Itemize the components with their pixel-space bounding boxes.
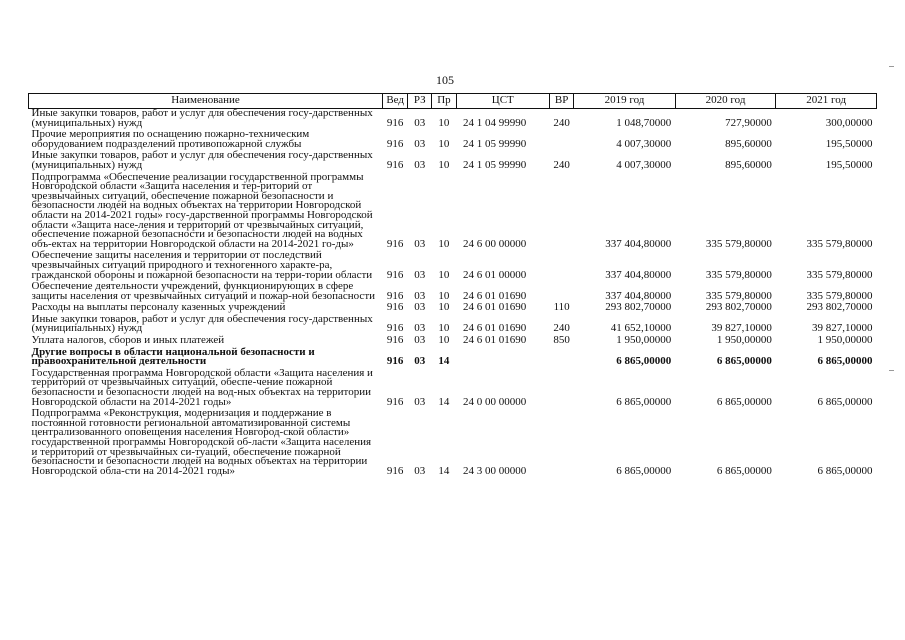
row-2019: 41 652,10000 bbox=[610, 322, 672, 335]
margin-mark bbox=[889, 66, 894, 67]
header-2021: 2021 год bbox=[776, 94, 877, 109]
row-ved: 916 bbox=[386, 322, 404, 335]
header-ved: Вед bbox=[383, 94, 408, 109]
row-cst: 24 6 00 00000 bbox=[463, 237, 527, 250]
row-ved: 916 bbox=[386, 464, 404, 477]
row-2020: 1 950,00000 bbox=[716, 334, 772, 347]
row-2019: 337 404,80000 bbox=[605, 237, 672, 250]
row-2019: 6 865,00000 bbox=[616, 355, 672, 368]
header-cst: ЦСТ bbox=[456, 94, 550, 109]
table-row bbox=[29, 109, 877, 129]
row-2019: 4 007,30000 bbox=[616, 137, 672, 150]
row-2020: 6 865,00000 bbox=[716, 355, 772, 368]
header-2020: 2020 год bbox=[675, 94, 776, 109]
row-2020: 335 579,80000 bbox=[705, 268, 772, 281]
row-name: Подпрограмма «Обеспечение реализации государственной программы Новгородской области «Защита населения и тер-риторий от чрезвычайных ситуаций, обеспечение пожарной безопасности и безопасности людей на водных объектах на территории Новгородской области на 2014-2021 годы» госу-дарственной программы Новгородской области «Защита насе-ления и территорий от чрезвычайных ситуаций, обеспечение пожарной безопасности и безопасности людей на водных объ-ектах на территории Новгородской области на 2014-2021 го-ды» bbox=[31, 170, 373, 250]
row-name: Прочие мероприятия по оснащению пожарно-техническим оборудованием подразделений противопожарной службы bbox=[31, 128, 310, 150]
row-rz: 03 bbox=[414, 116, 426, 129]
row-cst: 24 1 04 99990 bbox=[463, 116, 527, 129]
row-vr: 240 bbox=[553, 116, 570, 129]
row-2021: 6 865,00000 bbox=[817, 464, 873, 477]
row-pr: 10 bbox=[438, 158, 450, 171]
row-rz: 03 bbox=[414, 395, 426, 408]
row-cst: 24 6 01 01690 bbox=[463, 301, 527, 314]
row-2021: 195,50000 bbox=[825, 137, 873, 150]
row-2020: 39 827,10000 bbox=[711, 322, 772, 335]
row-cst: 24 6 01 01690 bbox=[463, 289, 527, 302]
row-2021: 6 865,00000 bbox=[817, 395, 873, 408]
row-2021: 300,00000 bbox=[825, 116, 873, 129]
table-row bbox=[29, 128, 877, 149]
row-name: Подпрограмма «Реконструкция, модернизация и поддержание в постоянной готовности региональной автоматизированной системы централизованного оповещения населения Новгород-ской области» государственной программы Новгородской об-ласти «Защита населения и территорий от чрезвычайных си-туаций, обеспечение пожарной безопасности и безопасности людей на водных объектах на территории Новгородской обла-сти на 2014-2021 годы» bbox=[31, 407, 372, 477]
row-2019: 4 007,30000 bbox=[616, 158, 672, 171]
header-rz: РЗ bbox=[408, 94, 432, 109]
row-2020: 335 579,80000 bbox=[705, 289, 772, 302]
table-row bbox=[29, 249, 877, 280]
row-2021: 195,50000 bbox=[825, 158, 873, 171]
row-pr: 10 bbox=[438, 301, 450, 314]
row-vr bbox=[550, 128, 574, 149]
row-rz: 03 bbox=[414, 334, 426, 347]
row-cst: 24 6 01 01690 bbox=[463, 334, 527, 347]
row-2020: 335 579,80000 bbox=[705, 237, 772, 250]
row-2019: 337 404,80000 bbox=[605, 289, 672, 302]
row-ved: 916 bbox=[386, 355, 404, 368]
row-vr bbox=[550, 280, 574, 301]
row-pr: 10 bbox=[438, 334, 450, 347]
row-ved: 916 bbox=[386, 301, 404, 314]
table-row bbox=[29, 280, 877, 301]
row-2020: 6 865,00000 bbox=[716, 464, 772, 477]
row-name: Обеспечение деятельности учреждений, функционирующих в сфере защиты населения от чрезвычайных ситуаций и пожар-ной безопасности bbox=[31, 280, 376, 302]
row-cst bbox=[456, 346, 550, 367]
row-ved: 916 bbox=[386, 237, 404, 250]
table-row bbox=[29, 171, 877, 250]
row-pr: 10 bbox=[438, 237, 450, 250]
row-name: Иные закупки товаров, работ и услуг для обеспечения госу-дарственных (муниципальных) нужд bbox=[31, 149, 373, 171]
page-number: 105 bbox=[436, 73, 454, 87]
row-vr: 240 bbox=[553, 322, 570, 335]
row-2019: 293 802,70000 bbox=[605, 301, 672, 314]
row-2021: 39 827,10000 bbox=[812, 322, 873, 335]
row-2020: 293 802,70000 bbox=[705, 301, 772, 314]
row-ved: 916 bbox=[386, 395, 404, 408]
row-ved: 916 bbox=[386, 116, 404, 129]
row-2021: 6 865,00000 bbox=[817, 355, 873, 368]
row-2021: 335 579,80000 bbox=[806, 289, 873, 302]
row-2020: 895,60000 bbox=[725, 137, 772, 150]
row-2020: 895,60000 bbox=[725, 158, 772, 171]
row-name: Обеспечение защиты населения и территории от последствий чрезвычайных ситуаций природного и техногенного характе-ра, гражданской обороны и пожарной безопасности на терри-тории области bbox=[31, 249, 373, 281]
row-vr bbox=[550, 346, 574, 367]
row-vr bbox=[550, 249, 574, 280]
row-2020: 727,90000 bbox=[725, 116, 772, 129]
row-cst: 24 3 00 00000 bbox=[463, 464, 527, 477]
row-ved: 916 bbox=[386, 289, 404, 302]
header-vr: ВР bbox=[550, 94, 574, 109]
row-ved: 916 bbox=[386, 268, 404, 281]
row-cst: 24 1 05 99990 bbox=[463, 158, 527, 171]
row-name: Иные закупки товаров, работ и услуг для обеспечения госу-дарственных (муниципальных) нужд bbox=[31, 107, 373, 129]
row-cst: 24 6 01 01690 bbox=[463, 322, 527, 335]
row-ved: 916 bbox=[386, 137, 404, 150]
row-2019: 6 865,00000 bbox=[616, 395, 672, 408]
row-pr: 10 bbox=[438, 116, 450, 129]
row-2019: 6 865,00000 bbox=[616, 464, 672, 477]
row-2019: 1 950,00000 bbox=[616, 334, 672, 347]
row-rz: 03 bbox=[414, 464, 426, 477]
row-pr: 10 bbox=[438, 289, 450, 302]
row-pr: 14 bbox=[438, 395, 450, 408]
row-pr: 10 bbox=[438, 322, 450, 335]
table-row bbox=[29, 313, 877, 334]
row-2021: 293 802,70000 bbox=[806, 301, 873, 314]
row-vr: 110 bbox=[553, 301, 570, 314]
header-pr: Пр bbox=[432, 94, 456, 109]
row-rz: 03 bbox=[414, 268, 426, 281]
row-2021: 1 950,00000 bbox=[817, 334, 873, 347]
row-rz: 03 bbox=[414, 158, 426, 171]
row-pr: 14 bbox=[438, 464, 450, 477]
table-row bbox=[29, 301, 877, 313]
row-pr: 14 bbox=[438, 355, 450, 368]
row-cst: 24 0 00 00000 bbox=[463, 395, 527, 408]
table-row bbox=[29, 334, 877, 346]
row-name: Другие вопросы в области национальной безопасности и правоохранительной деятельности bbox=[31, 345, 315, 368]
row-name: Иные закупки товаров, работ и услуг для обеспечения госу-дарственных (муниципальных) нужд bbox=[31, 312, 373, 335]
table-row bbox=[29, 367, 877, 407]
row-ved: 916 bbox=[386, 334, 404, 347]
row-cst: 24 6 01 00000 bbox=[463, 268, 527, 281]
row-vr bbox=[550, 367, 574, 407]
row-rz: 03 bbox=[414, 289, 426, 302]
row-vr: 850 bbox=[553, 334, 570, 347]
row-2019: 1 048,70000 bbox=[616, 116, 672, 129]
row-2021: 335 579,80000 bbox=[806, 237, 873, 250]
header-name: Наименование bbox=[29, 94, 383, 109]
row-rz: 03 bbox=[414, 322, 426, 335]
row-vr bbox=[550, 171, 574, 250]
row-vr bbox=[550, 407, 574, 476]
row-name: Уплата налогов, сборов и иных платежей bbox=[31, 334, 225, 347]
budget-table bbox=[28, 93, 877, 476]
table-row bbox=[29, 407, 877, 476]
row-rz: 03 bbox=[414, 237, 426, 250]
row-vr: 240 bbox=[553, 158, 570, 171]
header-2019: 2019 год bbox=[574, 94, 676, 109]
row-2019: 337 404,80000 bbox=[605, 268, 672, 281]
row-pr: 10 bbox=[438, 137, 450, 150]
row-rz: 03 bbox=[414, 355, 426, 368]
row-name: Государственная программа Новгородской области «Защита населения и территорий от чрезвычайных ситуаций, обеспе-чение пожарной безопасности и безопасности людей на вод-ных объектах на территории Новгородской области на 2014-2021 годы» bbox=[31, 366, 373, 408]
table-row-section-total bbox=[29, 346, 877, 367]
row-rz: 03 bbox=[414, 301, 426, 314]
margin-mark bbox=[889, 370, 894, 371]
row-name: Расходы на выплаты персоналу казенных учреждений bbox=[31, 301, 286, 314]
row-ved: 916 bbox=[386, 158, 404, 171]
row-cst: 24 1 05 99990 bbox=[463, 137, 527, 150]
row-rz: 03 bbox=[414, 137, 426, 150]
row-2020: 6 865,00000 bbox=[716, 395, 772, 408]
row-2021: 335 579,80000 bbox=[806, 268, 873, 281]
table-row bbox=[29, 149, 877, 170]
row-pr: 10 bbox=[438, 268, 450, 281]
